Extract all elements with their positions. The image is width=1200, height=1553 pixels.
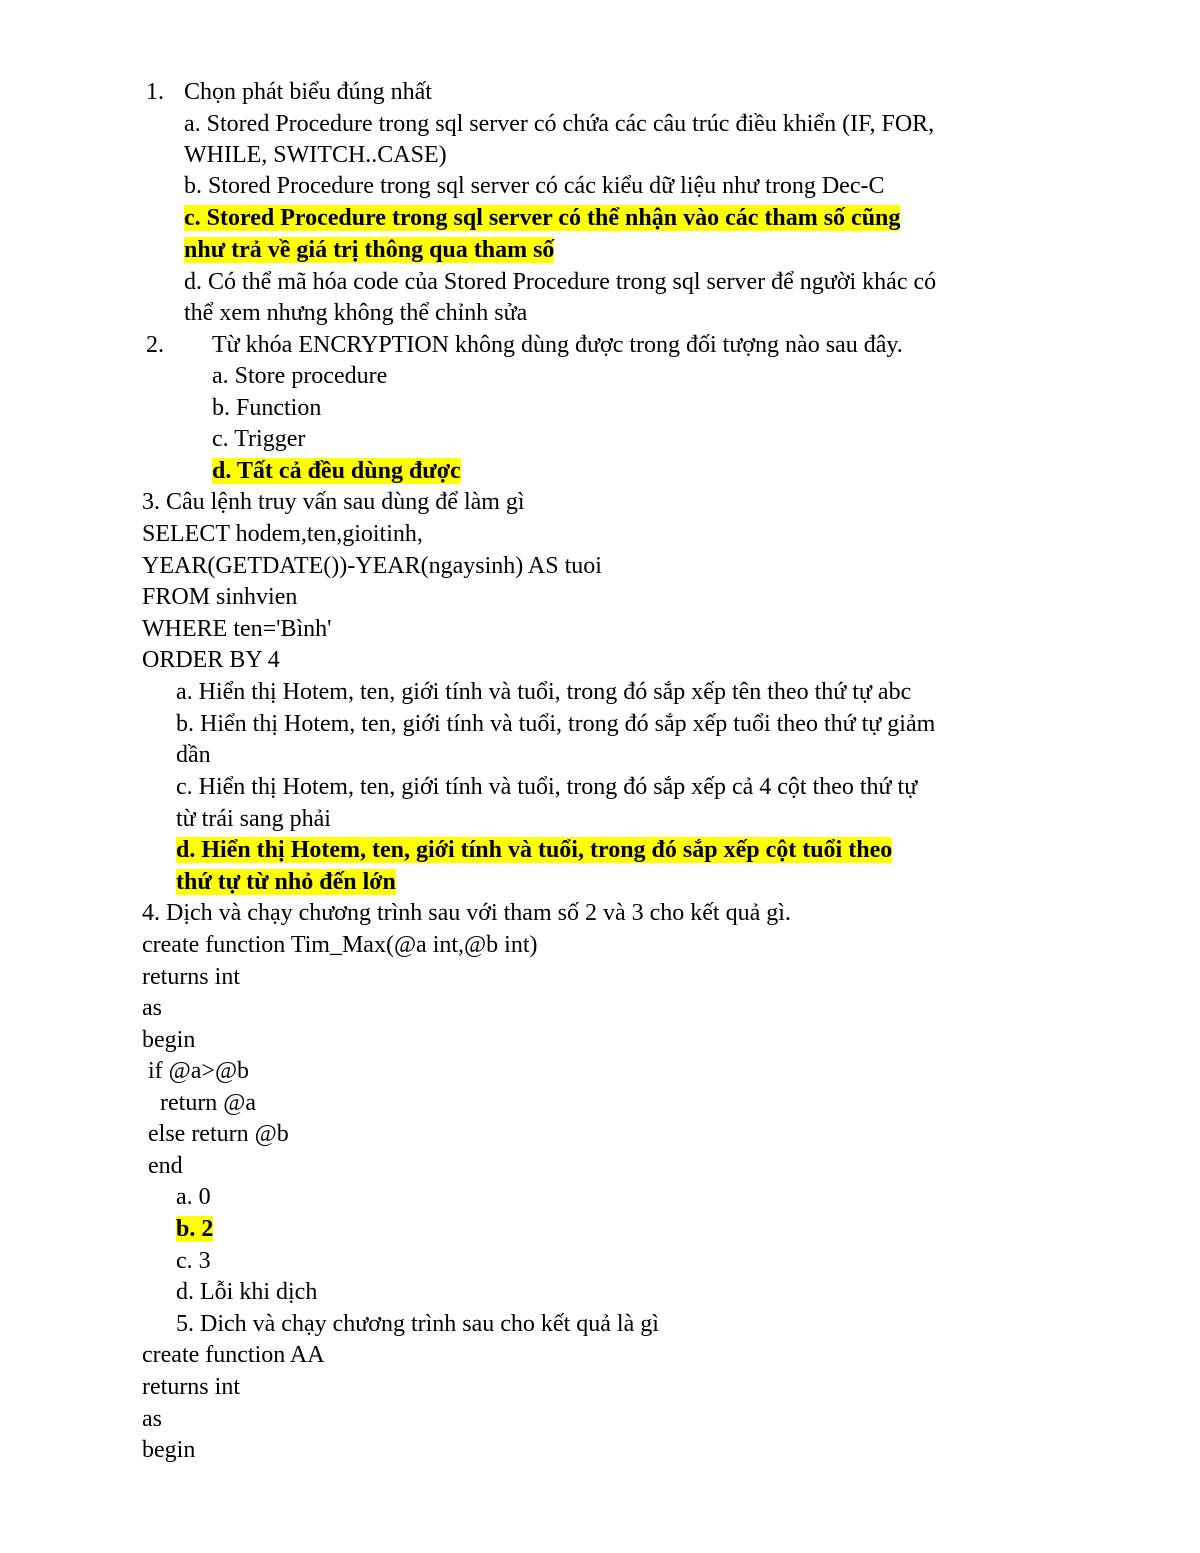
q4-option-d: d. Lỗi khi dịch <box>176 1279 318 1305</box>
q3-option-a: a. Hiển thị Hotem, ten, giới tính và tuổi, trong đó sắp xếp tên theo thứ tự abc <box>176 679 912 705</box>
q5-code-line-2: returns int <box>142 1374 240 1400</box>
question-1-number: 1. <box>146 79 164 105</box>
q4-option-c: c. 3 <box>176 1248 211 1274</box>
q1-option-d-line2: thể xem nhưng không thể chỉnh sửa <box>184 300 528 326</box>
q1-option-d-line1: d. Có thể mã hóa code của Stored Procedure trong sql server để người khác có <box>184 269 937 295</box>
q3-code-line-4: WHERE ten='Bình' <box>142 616 332 642</box>
question-4-title: 4. Dịch và chạy chương trình sau với tham số 2 và 3 cho kết quả gì. <box>142 900 791 926</box>
q3-code-line-5: ORDER BY 4 <box>142 647 280 673</box>
q5-code-line-4: begin <box>142 1437 196 1463</box>
question-1-title <box>146 77 432 108</box>
q3-code-line-2: YEAR(GETDATE())-YEAR(ngaysinh) AS tuoi <box>142 553 602 579</box>
q2-option-d-answer: d. Tất cả đều dùng được <box>212 458 461 484</box>
q4-code-line-1: create function Tim_Max(@a int,@b int) <box>142 932 538 958</box>
question-3-title: 3. Câu lệnh truy vấn sau dùng để làm gì <box>142 489 525 515</box>
question-5-title: 5. Dich và chạy chương trình sau cho kết quả là gì <box>176 1311 659 1337</box>
q4-option-a: a. 0 <box>176 1184 211 1210</box>
q1-option-c-line1-answer: c. Stored Procedure trong sql server có thể nhận vào các tham số cũng <box>184 205 901 231</box>
q1-option-c-line2-answer: như trả về giá trị thông qua tham số <box>184 237 555 263</box>
question-1-text: Chọn phát biểu đúng nhất <box>184 79 432 105</box>
q3-option-b-line2: dần <box>176 742 211 768</box>
q1-option-b: b. Stored Procedure trong sql server có các kiểu dữ liệu như trong Dec-C <box>184 173 885 199</box>
q3-code-line-3: FROM sinhvien <box>142 584 298 610</box>
q4-code-line-2: returns int <box>142 964 240 990</box>
q4-option-b-answer: b. 2 <box>176 1216 214 1242</box>
q4-code-line-3: as <box>142 995 162 1021</box>
q3-option-b-line1: b. Hiển thị Hotem, ten, giới tính và tuổi, trong đó sắp xếp tuổi theo thứ tự giảm <box>176 711 936 737</box>
q1-option-a-line1: a. Stored Procedure trong sql server có chứa các câu trúc điều khiển (IF, FOR, <box>184 111 935 137</box>
q2-option-a: a. Store procedure <box>212 363 388 389</box>
question-2-text: Từ khóa ENCRYPTION không dùng được trong đối tượng nào sau đây. <box>212 332 903 358</box>
q3-option-d-line1-answer: d. Hiển thị Hotem, ten, giới tính và tuổi, trong đó sắp xếp cột tuổi theo <box>176 837 893 863</box>
q3-option-c-line1: c. Hiển thị Hotem, ten, giới tính và tuổi, trong đó sắp xếp cả 4 cột theo thứ tự <box>176 774 918 800</box>
q3-code-line-1: SELECT hodem,ten,gioitinh, <box>142 521 423 547</box>
q3-option-c-line2: từ trái sang phải <box>176 806 331 832</box>
q1-option-a-line2: WHILE, SWITCH..CASE) <box>184 142 447 168</box>
q5-code-line-3: as <box>142 1406 162 1432</box>
q3-option-d-line2-answer: thứ tự từ nhỏ đến lớn <box>176 869 396 895</box>
q4-code-line-7: else return @b <box>142 1121 289 1147</box>
question-2-title <box>146 330 903 361</box>
q2-option-b: b. Function <box>212 395 322 421</box>
q4-code-line-5: if @a>@b <box>142 1058 250 1084</box>
question-2-number: 2. <box>146 332 164 358</box>
q2-option-c: c. Trigger <box>212 426 306 452</box>
q4-code-line-6: return @a <box>142 1090 257 1116</box>
q5-code-line-1: create function AA <box>142 1342 325 1368</box>
q4-code-line-4: begin <box>142 1027 196 1053</box>
q4-code-line-8: end <box>142 1153 183 1179</box>
